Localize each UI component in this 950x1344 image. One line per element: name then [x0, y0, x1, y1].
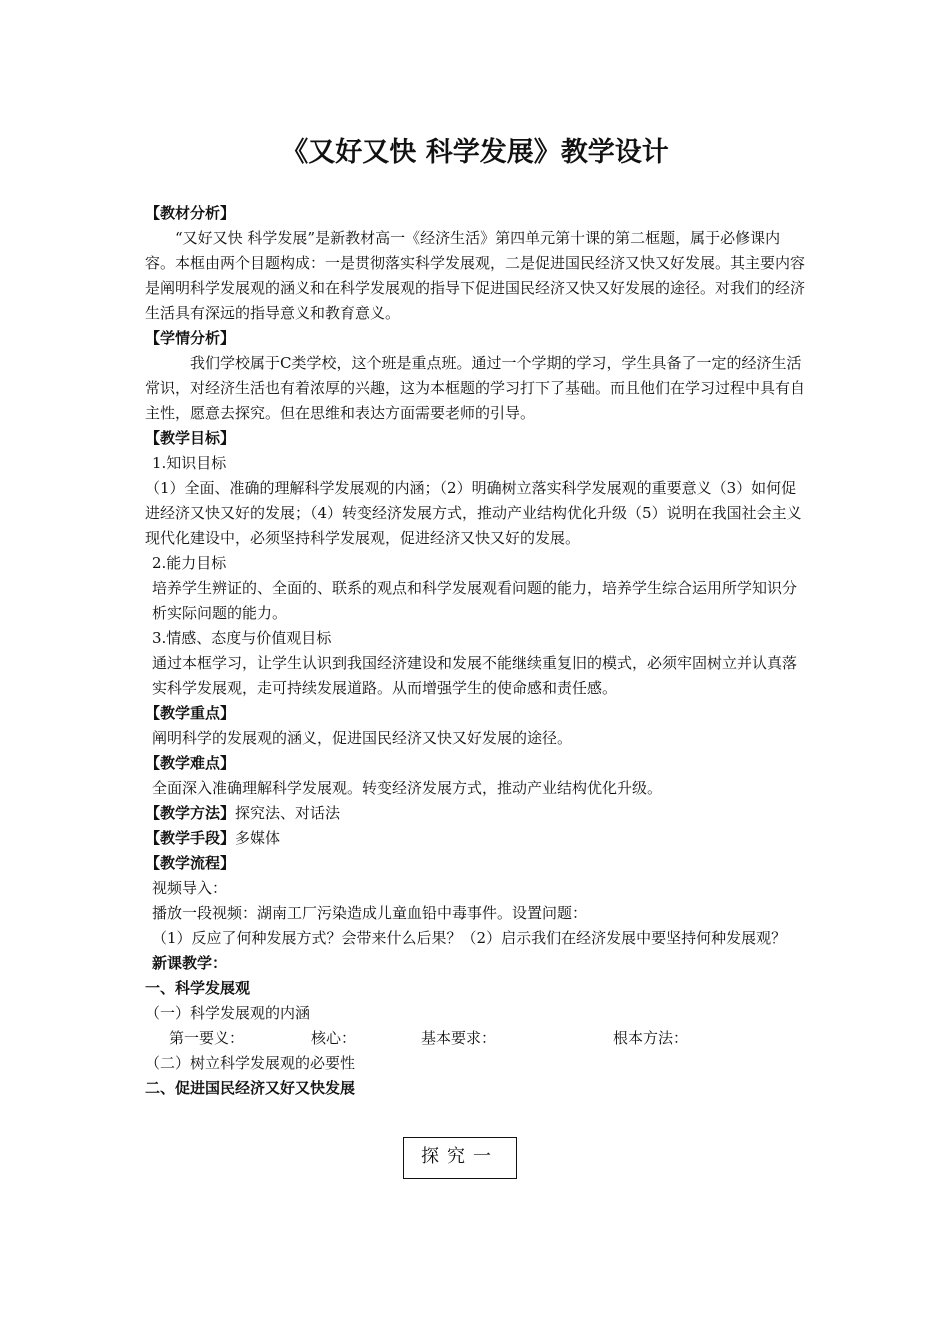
textbook-analysis-body: “又好又快 科学发展”是新教材高一《经济生活》第四单元第十课的第二框题，属于必修课内容。本框由两个目题构成：一是贯彻落实科学发展观，二是促进国民经济又快又好发展。其主要内容是阐明科学发展观的涵义和在科学发展观的指导下促进国民经济又快又好发展的途径。对我们的经济生活具有深远的指导意义和教育意义。 [145, 229, 806, 322]
goal-ability-title: 2.能力目标 [152, 554, 227, 572]
page-title: 《又好又快 科学发展》教学设计 [281, 137, 669, 168]
part-one-sub-two: （二）树立科学发展观的必要性 [145, 1054, 356, 1072]
inquiry-one-box: 探究一 [403, 1137, 517, 1179]
method-heading: 【教学方法】 [145, 804, 236, 822]
means-body: 多媒体 [235, 829, 281, 847]
method-body: 探究法、对话法 [235, 804, 341, 822]
student-analysis-heading: 【学情分析】 [145, 329, 236, 347]
method-line [145, 801, 810, 826]
field-fundamental-method: 根本方法： [613, 1029, 689, 1047]
part-one-heading: 一、科学发展观 [145, 979, 251, 997]
difficult-points-heading: 【教学难点】 [145, 754, 236, 772]
goal-values-title: 3.情感、态度与价值观目标 [152, 629, 332, 647]
key-points-body: 阐明科学的发展观的涵义，促进国民经济又快又好发展的途径。 [152, 729, 573, 747]
student-analysis-body: 我们学校属于C类学校，这个班是重点班。通过一个学期的学习，学生具备了一定的经济生活常识，对经济生活也有着浓厚的兴趣，这为本框题的学习打下了基础。而且他们在学习过程中具有自主性，愿意去探究。但在思维和表达方面需要老师的引导。 [145, 354, 806, 422]
field-basic-requirement: 基本要求： [421, 1029, 497, 1047]
flow-intro: 视频导入： [152, 879, 228, 897]
textbook-analysis-heading: 【教材分析】 [145, 204, 236, 222]
concept-fields-row [145, 1026, 810, 1051]
part-two-heading: 二、促进国民经济又好又快发展 [145, 1079, 356, 1097]
flow-video: 播放一段视频：湖南工厂污染造成儿童血铅中毒事件。设置问题： [152, 904, 588, 922]
goal-values-body: 通过本框学习，让学生认识到我国经济建设和发展不能继续重复旧的模式，必须牢固树立并认真落实科学发展观，走可持续发展道路。从而增强学生的使命感和责任感。 [152, 654, 798, 697]
field-core: 核心： [311, 1029, 357, 1047]
goal-knowledge-title: 1.知识目标 [152, 454, 227, 472]
new-lesson-heading: 新课教学： [152, 954, 228, 972]
field-first-meaning: 第一要义： [169, 1029, 245, 1047]
difficult-points-body: 全面深入准确理解科学发展观。转变经济发展方式，推动产业结构优化升级。 [152, 779, 663, 797]
flow-questions: （1）反应了何种发展方式？会带来什么后果？（2）启示我们在经济发展中要坚持何种发展观？ [152, 929, 787, 947]
part-one-sub-one: （一）科学发展观的内涵 [145, 1004, 311, 1022]
flow-heading: 【教学流程】 [145, 854, 236, 872]
key-points-heading: 【教学重点】 [145, 704, 236, 722]
goal-ability-body: 培养学生辨证的、全面的、联系的观点和科学发展观看问题的能力，培养学生综合运用所学知识分析实际问题的能力。 [152, 579, 798, 622]
means-heading: 【教学手段】 [145, 829, 236, 847]
means-line [145, 826, 810, 851]
document-body [145, 201, 810, 1101]
goal-knowledge-body: （1）全面、准确的理解科学发展观的内涵；（2）明确树立落实科学发展观的重要意义（3）如何促进经济又快又好的发展；（4）转变经济发展方式，推动产业结构优化升级（5）说明在我国社会主义现代化建设中，必须坚持科学发展观，促进经济又快又好的发展。 [145, 479, 802, 547]
teaching-goals-heading: 【教学目标】 [145, 429, 236, 447]
